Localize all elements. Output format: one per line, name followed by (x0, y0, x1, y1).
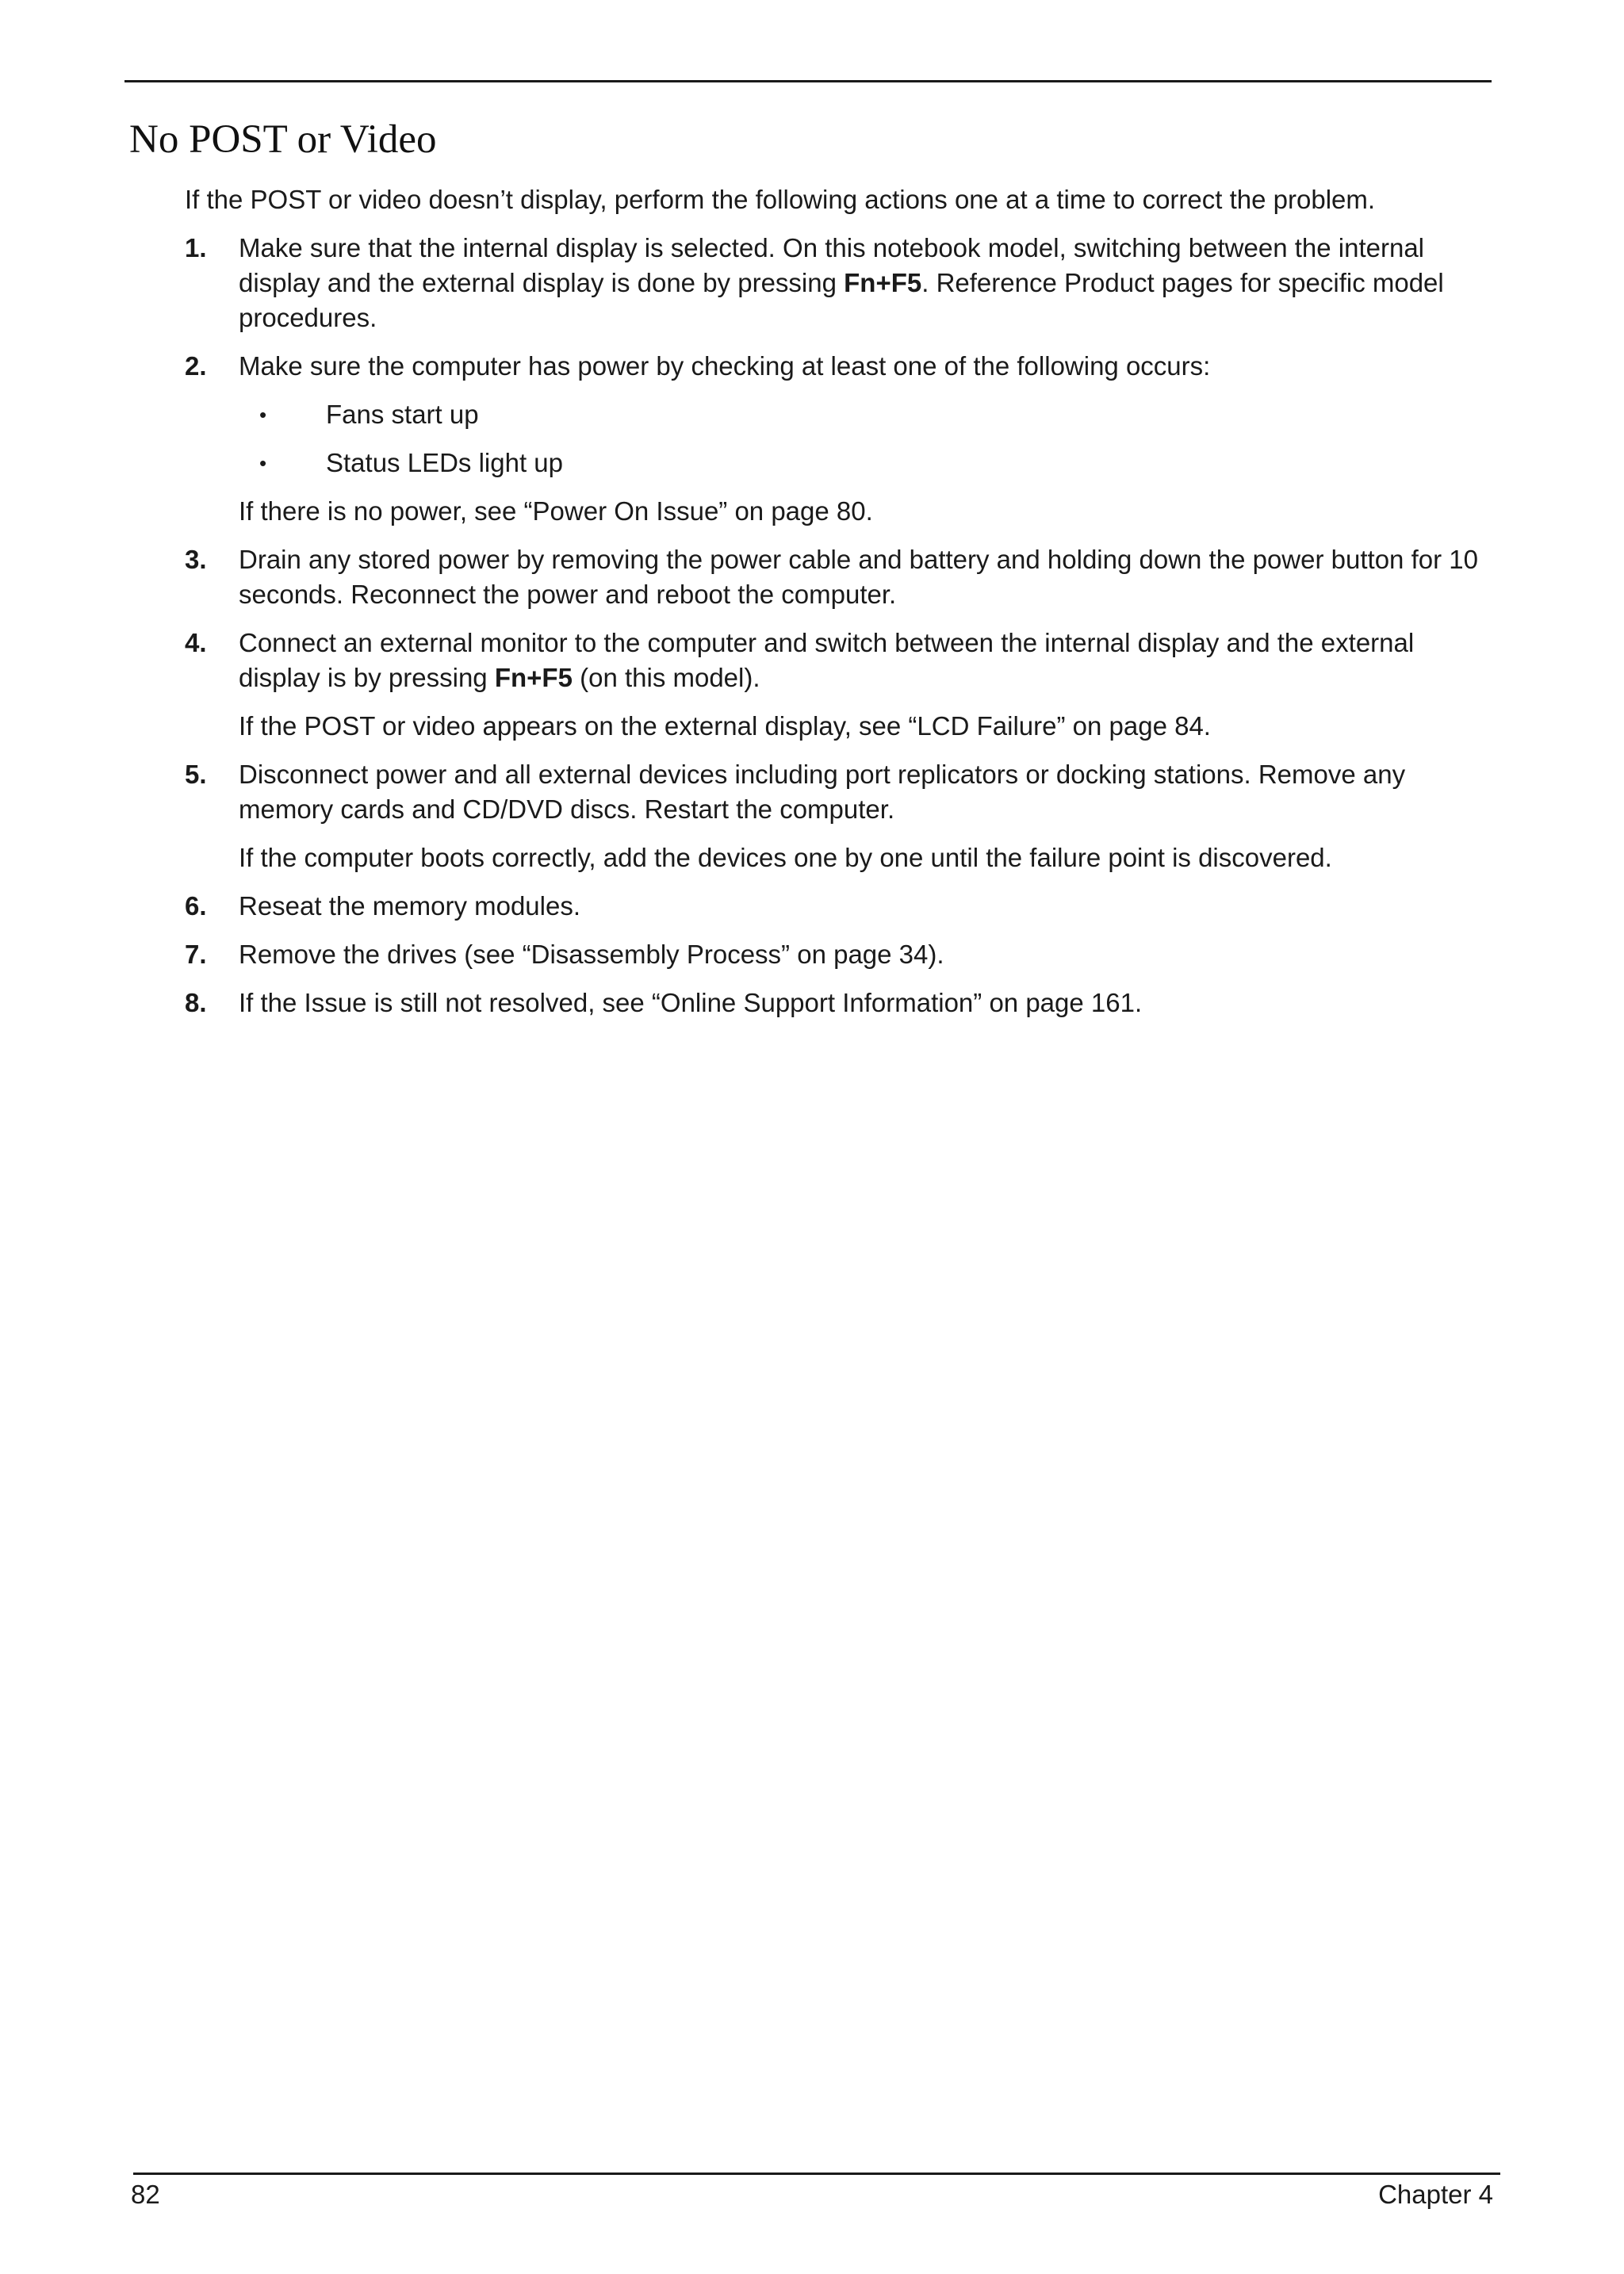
intro-paragraph: If the POST or video doesn’t display, perform the following actions one at a time to correct the problem. (185, 185, 1376, 214)
step-text: Reseat the memory modules. (239, 891, 581, 921)
step-note: If the POST or video appears on the external display, see “LCD Failure” on page 84. (239, 711, 1211, 741)
step-number: 4. (185, 628, 207, 657)
step-text: Connect an external monitor to the computer and switch between the internal display and the external display is by pressing (239, 628, 1415, 692)
step-number: 2. (185, 351, 207, 381)
bullet-glyph: • (259, 403, 267, 427)
step-note: If there is no power, see “Power On Issue” on page 80. (239, 496, 873, 526)
step-number: 7. (185, 940, 207, 969)
bullet-text: Status LEDs light up (326, 448, 563, 477)
step-text: If the Issue is still not resolved, see “Online Support Information” on page 161. (239, 988, 1143, 1017)
bullet-item (239, 397, 1493, 432)
bullet-list (239, 397, 1493, 480)
step-number: 6. (185, 891, 207, 921)
step-text: Disconnect power and all external devices including port replicators or docking stations. Remove any memory cards and CD/DVD discs. Restart the computer. (239, 760, 1406, 824)
section-content (185, 182, 1493, 1034)
steps-list (185, 231, 1493, 1020)
bullet-item (239, 446, 1493, 480)
step-item-1 (185, 231, 1493, 335)
step-text: Make sure that the internal display is selected. On this notebook model, switching between the internal display and the external display is done by pressing (239, 233, 1425, 297)
step-body (239, 626, 1493, 744)
step-item-5 (185, 757, 1493, 875)
step-item-6 (185, 889, 1493, 924)
step-body (239, 757, 1493, 875)
step-body (239, 542, 1493, 612)
footer-rule (133, 2173, 1500, 2175)
step-text: Make sure the computer has power by checking at least one of the following occurs: (239, 351, 1211, 381)
page-number: 82 (131, 2180, 160, 2209)
key-combo: Fn+F5 (494, 663, 573, 692)
step-number: 5. (185, 760, 207, 789)
step-item-2 (185, 349, 1493, 529)
chapter-label: Chapter 4 (1378, 2180, 1493, 2209)
step-text-continued: (on this model). (572, 663, 760, 692)
step-item-8 (185, 986, 1493, 1020)
bullet-text: Fans start up (326, 400, 479, 429)
key-combo: Fn+F5 (844, 268, 922, 297)
step-note: If the computer boots correctly, add the devices one by one until the failure point is discovered. (239, 843, 1332, 872)
step-number: 3. (185, 545, 207, 574)
section-title: No POST or Video (129, 117, 437, 162)
step-body (239, 231, 1493, 335)
step-number: 1. (185, 233, 207, 262)
header-rule (124, 80, 1492, 82)
step-text: Drain any stored power by removing the power cable and battery and holding down the power button for 10 seconds. Reconnect the power and reboot the computer. (239, 545, 1478, 609)
step-item-3 (185, 542, 1493, 612)
step-text: Remove the drives (see “Disassembly Process” on page 34). (239, 940, 944, 969)
step-body (239, 889, 1493, 924)
step-body (239, 937, 1493, 972)
step-body (239, 986, 1493, 1020)
step-item-4 (185, 626, 1493, 744)
step-text-continued: . Reference Product pages for specific model procedures. (239, 268, 1444, 332)
step-item-7 (185, 937, 1493, 972)
bullet-glyph: • (259, 451, 267, 475)
step-body (239, 349, 1493, 529)
step-number: 8. (185, 988, 207, 1017)
